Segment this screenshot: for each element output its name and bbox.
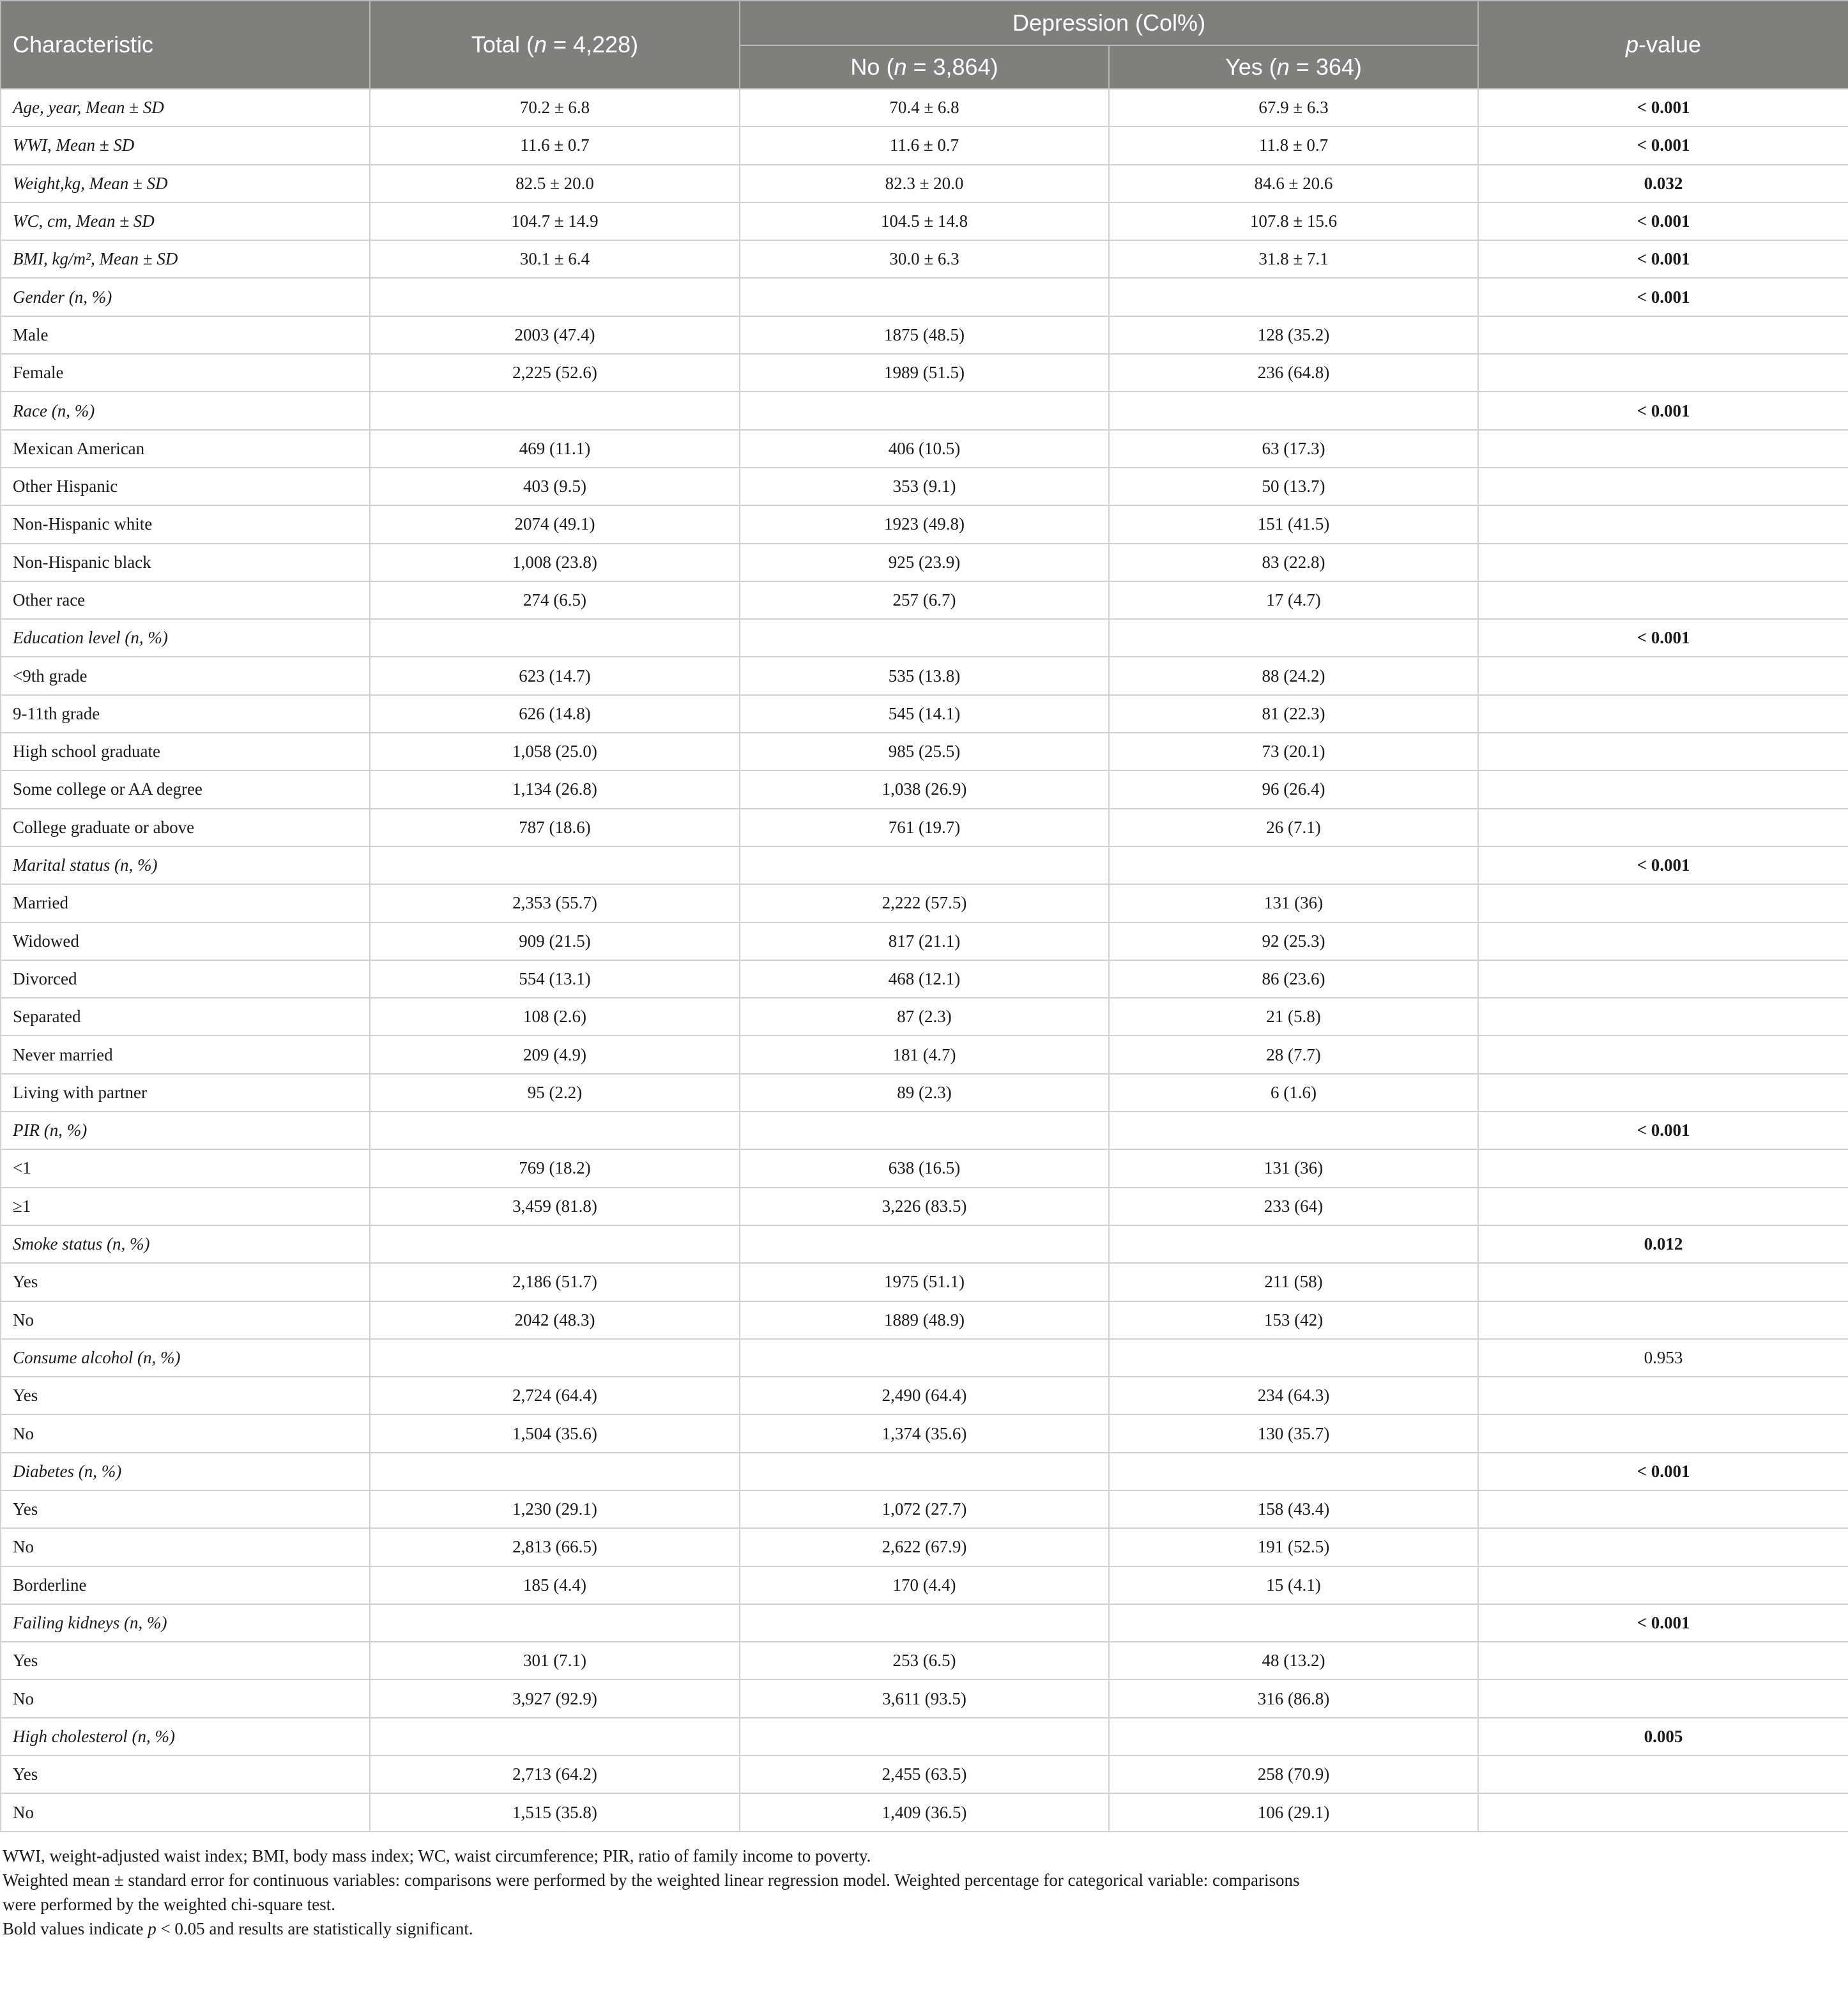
cell-depression-no: 2,222 (57.5) (740, 884, 1109, 922)
cell-depression-no: 257 (6.7) (740, 581, 1109, 619)
cell-depression-yes: 63 (17.3) (1109, 430, 1478, 468)
table-row-category (1, 165, 1848, 203)
cell-depression-yes: 191 (52.5) (1109, 1528, 1478, 1566)
cell-depression-yes: 28 (7.7) (1109, 1036, 1478, 1073)
cell-depression-yes (1109, 392, 1478, 429)
cell-total: 1,058 (25.0) (370, 733, 740, 770)
cell-total (370, 619, 740, 657)
cell-characteristic: BMI, kg/m², Mean ± SD (1, 240, 370, 278)
table-row-category (1, 126, 1848, 164)
cell-total: 2074 (49.1) (370, 505, 740, 543)
cell-depression-no: 2,622 (67.9) (740, 1528, 1109, 1566)
cell-characteristic: Mexican American (1, 430, 370, 468)
table-footnotes (0, 1832, 1848, 1941)
cell-total: 554 (13.1) (370, 960, 740, 998)
cell-p-value (1478, 1490, 1848, 1528)
cell-p-value: 0.953 (1478, 1339, 1848, 1377)
table-row (1, 581, 1848, 619)
cell-depression-yes: 131 (36) (1109, 884, 1478, 922)
table-row-category (1, 278, 1848, 316)
cell-p-value: < 0.001 (1478, 126, 1848, 164)
cell-characteristic: Other Hispanic (1, 468, 370, 505)
cell-depression-no (740, 1604, 1109, 1642)
table-row (1, 505, 1848, 543)
cell-depression-yes: 258 (70.9) (1109, 1756, 1478, 1793)
cell-total: 2,225 (52.6) (370, 354, 740, 392)
cell-depression-no: 1,038 (26.9) (740, 770, 1109, 808)
cell-depression-no: 30.0 ± 6.3 (740, 240, 1109, 278)
cell-total: 2,186 (51.7) (370, 1263, 740, 1301)
table-row (1, 1490, 1848, 1528)
cell-p-value (1478, 316, 1848, 354)
cell-total: 769 (18.2) (370, 1149, 740, 1187)
cell-total: 108 (2.6) (370, 998, 740, 1036)
cell-depression-yes: 11.8 ± 0.7 (1109, 126, 1478, 164)
table-row-category (1, 846, 1848, 884)
cell-total: 787 (18.6) (370, 809, 740, 846)
table-header (1, 1, 1848, 89)
table-row-category (1, 1718, 1848, 1756)
footnote-significance: Bold values indicate p < 0.05 and results are statistically significant. (3, 1918, 473, 1938)
cell-depression-no: 1,409 (36.5) (740, 1793, 1109, 1831)
cell-p-value (1478, 884, 1848, 922)
cell-depression-yes: 31.8 ± 7.1 (1109, 240, 1478, 278)
table-row (1, 1642, 1848, 1680)
cell-total (370, 1339, 740, 1377)
cell-total: 2042 (48.3) (370, 1301, 740, 1339)
cell-depression-yes: 48 (13.2) (1109, 1642, 1478, 1680)
table-row (1, 695, 1848, 733)
cell-depression-no: 1,374 (35.6) (740, 1414, 1109, 1452)
cell-depression-yes: 26 (7.1) (1109, 809, 1478, 846)
cell-depression-yes (1109, 1718, 1478, 1756)
cell-total: 1,008 (23.8) (370, 544, 740, 581)
cell-depression-yes: 88 (24.2) (1109, 657, 1478, 694)
cell-total: 104.7 ± 14.9 (370, 203, 740, 240)
cell-depression-yes: 92 (25.3) (1109, 922, 1478, 960)
cell-characteristic: Non-Hispanic white (1, 505, 370, 543)
cell-depression-yes: 50 (13.7) (1109, 468, 1478, 505)
cell-depression-no: 468 (12.1) (740, 960, 1109, 998)
table-row-category (1, 240, 1848, 278)
cell-depression-yes: 234 (64.3) (1109, 1377, 1478, 1414)
cell-total: 70.2 ± 6.8 (370, 89, 740, 126)
cell-depression-no: 353 (9.1) (740, 468, 1109, 505)
table-row (1, 1528, 1848, 1566)
cell-depression-no: 104.5 ± 14.8 (740, 203, 1109, 240)
cell-total: 2,724 (64.4) (370, 1377, 740, 1414)
cell-total: 95 (2.2) (370, 1074, 740, 1112)
cell-total: 626 (14.8) (370, 695, 740, 733)
cell-depression-no: 535 (13.8) (740, 657, 1109, 694)
cell-characteristic: No (1, 1680, 370, 1717)
cell-depression-no (740, 1225, 1109, 1263)
cell-total: 2,713 (64.2) (370, 1756, 740, 1793)
cell-depression-yes (1109, 1339, 1478, 1377)
header-p-value: p-value (1478, 1, 1848, 89)
cell-characteristic: WC, cm, Mean ± SD (1, 203, 370, 240)
cell-characteristic: Never married (1, 1036, 370, 1073)
cell-depression-no: 3,226 (83.5) (740, 1188, 1109, 1225)
cell-characteristic: Failing kidneys (n, %) (1, 1604, 370, 1642)
cell-p-value (1478, 1036, 1848, 1073)
cell-total: 623 (14.7) (370, 657, 740, 694)
cell-total: 209 (4.9) (370, 1036, 740, 1073)
cell-depression-no (740, 278, 1109, 316)
table-row-category (1, 203, 1848, 240)
cell-characteristic: Diabetes (n, %) (1, 1453, 370, 1490)
cell-characteristic: ≥1 (1, 1188, 370, 1225)
cell-depression-no: 3,611 (93.5) (740, 1680, 1109, 1717)
table-row (1, 922, 1848, 960)
table-row (1, 430, 1848, 468)
table-row (1, 1074, 1848, 1112)
cell-total (370, 278, 740, 316)
table-row-category (1, 619, 1848, 657)
table-row (1, 657, 1848, 694)
table-row (1, 1301, 1848, 1339)
cell-characteristic: PIR (n, %) (1, 1112, 370, 1149)
cell-characteristic: Divorced (1, 960, 370, 998)
cell-characteristic: Race (n, %) (1, 392, 370, 429)
cell-p-value (1478, 1756, 1848, 1793)
cell-total (370, 1112, 740, 1149)
cell-characteristic: Education level (n, %) (1, 619, 370, 657)
table-row-category (1, 89, 1848, 126)
cell-depression-yes: 153 (42) (1109, 1301, 1478, 1339)
table-row (1, 884, 1848, 922)
cell-depression-no (740, 392, 1109, 429)
cell-characteristic: College graduate or above (1, 809, 370, 846)
cell-depression-yes: 233 (64) (1109, 1188, 1478, 1225)
table-row (1, 468, 1848, 505)
cell-depression-no: 406 (10.5) (740, 430, 1109, 468)
cell-p-value (1478, 1263, 1848, 1301)
cell-depression-no: 638 (16.5) (740, 1149, 1109, 1187)
cell-total (370, 1453, 740, 1490)
table-row (1, 544, 1848, 581)
cell-characteristic: Married (1, 884, 370, 922)
table-row (1, 1414, 1848, 1452)
cell-p-value (1478, 733, 1848, 770)
cell-total: 1,230 (29.1) (370, 1490, 740, 1528)
cell-p-value: 0.005 (1478, 1718, 1848, 1756)
cell-depression-yes: 106 (29.1) (1109, 1793, 1478, 1831)
cell-characteristic: Consume alcohol (n, %) (1, 1339, 370, 1377)
cell-depression-no: 89 (2.3) (740, 1074, 1109, 1112)
cell-depression-yes: 84.6 ± 20.6 (1109, 165, 1478, 203)
cell-depression-yes (1109, 1604, 1478, 1642)
cell-p-value (1478, 1680, 1848, 1717)
cell-p-value: < 0.001 (1478, 203, 1848, 240)
cell-depression-no (740, 846, 1109, 884)
table-row (1, 770, 1848, 808)
cell-depression-yes (1109, 619, 1478, 657)
cell-characteristic: No (1, 1414, 370, 1452)
table-row (1, 354, 1848, 392)
cell-characteristic: Age, year, Mean ± SD (1, 89, 370, 126)
cell-depression-no: 1975 (51.1) (740, 1263, 1109, 1301)
cell-characteristic: Non-Hispanic black (1, 544, 370, 581)
table-row-category (1, 1604, 1848, 1642)
cell-p-value: < 0.001 (1478, 1112, 1848, 1149)
cell-p-value (1478, 581, 1848, 619)
cell-depression-yes: 86 (23.6) (1109, 960, 1478, 998)
cell-p-value (1478, 1793, 1848, 1831)
cell-total: 909 (21.5) (370, 922, 740, 960)
cell-p-value (1478, 1528, 1848, 1566)
cell-p-value (1478, 430, 1848, 468)
cell-characteristic: <1 (1, 1149, 370, 1187)
cell-total (370, 1604, 740, 1642)
cell-depression-yes: 211 (58) (1109, 1263, 1478, 1301)
table-row (1, 1263, 1848, 1301)
cell-total: 1,134 (26.8) (370, 770, 740, 808)
table-row-category (1, 1112, 1848, 1149)
cell-depression-no: 253 (6.5) (740, 1642, 1109, 1680)
cell-total: 30.1 ± 6.4 (370, 240, 740, 278)
table-row (1, 1036, 1848, 1073)
cell-p-value: < 0.001 (1478, 1604, 1848, 1642)
cell-characteristic: Yes (1, 1642, 370, 1680)
table-row (1, 1188, 1848, 1225)
table-row (1, 998, 1848, 1036)
cell-p-value: 0.032 (1478, 165, 1848, 203)
cell-characteristic: High school graduate (1, 733, 370, 770)
cell-depression-no: 82.3 ± 20.0 (740, 165, 1109, 203)
cell-depression-no: 1923 (49.8) (740, 505, 1109, 543)
cell-p-value (1478, 1074, 1848, 1112)
cell-depression-yes (1109, 1225, 1478, 1263)
table-row (1, 1793, 1848, 1831)
cell-total: 82.5 ± 20.0 (370, 165, 740, 203)
cell-depression-no (740, 1453, 1109, 1490)
cell-depression-yes: 17 (4.7) (1109, 581, 1478, 619)
cell-depression-yes: 81 (22.3) (1109, 695, 1478, 733)
cell-p-value: < 0.001 (1478, 619, 1848, 657)
cell-depression-no: 817 (21.1) (740, 922, 1109, 960)
cell-depression-no: 181 (4.7) (740, 1036, 1109, 1073)
cell-total: 1,515 (35.8) (370, 1793, 740, 1831)
cell-p-value: < 0.001 (1478, 89, 1848, 126)
cell-total: 3,459 (81.8) (370, 1188, 740, 1225)
cell-p-value (1478, 1377, 1848, 1414)
table-row (1, 1756, 1848, 1793)
table-row (1, 1566, 1848, 1604)
cell-p-value: 0.012 (1478, 1225, 1848, 1263)
cell-p-value: < 0.001 (1478, 392, 1848, 429)
cell-depression-no: 2,490 (64.4) (740, 1377, 1109, 1414)
cell-p-value: < 0.001 (1478, 278, 1848, 316)
cell-total: 3,927 (92.9) (370, 1680, 740, 1717)
cell-characteristic: 9-11th grade (1, 695, 370, 733)
cell-p-value (1478, 468, 1848, 505)
cell-total: 2,813 (66.5) (370, 1528, 740, 1566)
cell-depression-yes: 107.8 ± 15.6 (1109, 203, 1478, 240)
cell-p-value: < 0.001 (1478, 240, 1848, 278)
cell-depression-yes: 96 (26.4) (1109, 770, 1478, 808)
cell-p-value (1478, 1566, 1848, 1604)
cell-p-value (1478, 809, 1848, 846)
cell-characteristic: Male (1, 316, 370, 354)
cell-depression-no (740, 619, 1109, 657)
cell-depression-yes (1109, 846, 1478, 884)
cell-total: 2,353 (55.7) (370, 884, 740, 922)
cell-p-value (1478, 1642, 1848, 1680)
header-depression-yes: Yes (n = 364) (1109, 45, 1478, 89)
cell-characteristic: WWI, Mean ± SD (1, 126, 370, 164)
table-row (1, 316, 1848, 354)
cell-depression-no: 1989 (51.5) (740, 354, 1109, 392)
cell-depression-yes: 158 (43.4) (1109, 1490, 1478, 1528)
cell-depression-no: 170 (4.4) (740, 1566, 1109, 1604)
header-depression-no: No (n = 3,864) (740, 45, 1109, 89)
cell-depression-no: 545 (14.1) (740, 695, 1109, 733)
cell-characteristic: Gender (n, %) (1, 278, 370, 316)
cell-p-value (1478, 1414, 1848, 1452)
table-row (1, 809, 1848, 846)
cell-characteristic: <9th grade (1, 657, 370, 694)
cell-depression-yes: 21 (5.8) (1109, 998, 1478, 1036)
cell-p-value (1478, 505, 1848, 543)
footnote-methods: Weighted mean ± standard error for continuous variables: comparisons were performed by the weighted linear regression model. Weighted percentage for categorical variable: comparisons were performed by the weighted chi-square test. (3, 1870, 1300, 1914)
cell-total: 2003 (47.4) (370, 316, 740, 354)
cell-p-value (1478, 354, 1848, 392)
cell-p-value (1478, 998, 1848, 1036)
cell-p-value (1478, 695, 1848, 733)
cell-characteristic: Living with partner (1, 1074, 370, 1112)
cell-total: 185 (4.4) (370, 1566, 740, 1604)
table-row (1, 960, 1848, 998)
cell-p-value (1478, 1188, 1848, 1225)
cell-p-value (1478, 657, 1848, 694)
table-body (1, 89, 1848, 1832)
cell-depression-yes: 73 (20.1) (1109, 733, 1478, 770)
cell-p-value: < 0.001 (1478, 846, 1848, 884)
cell-characteristic: Female (1, 354, 370, 392)
footnote-abbreviations: WWI, weight-adjusted waist index; BMI, body mass index; WC, waist circumference; PIR, ratio of family income to poverty. (3, 1846, 871, 1865)
cell-depression-no: 11.6 ± 0.7 (740, 126, 1109, 164)
table-row-category (1, 1453, 1848, 1490)
cell-characteristic: Weight,kg, Mean ± SD (1, 165, 370, 203)
cell-characteristic: Separated (1, 998, 370, 1036)
cell-depression-yes: 316 (86.8) (1109, 1680, 1478, 1717)
cell-characteristic: No (1, 1793, 370, 1831)
table-row (1, 1377, 1848, 1414)
cell-depression-yes: 15 (4.1) (1109, 1566, 1478, 1604)
cell-depression-no: 1889 (48.9) (740, 1301, 1109, 1339)
cell-depression-yes (1109, 278, 1478, 316)
cell-total: 1,504 (35.6) (370, 1414, 740, 1452)
cell-depression-yes: 83 (22.8) (1109, 544, 1478, 581)
cell-depression-no: 985 (25.5) (740, 733, 1109, 770)
cell-characteristic: High cholesterol (n, %) (1, 1718, 370, 1756)
cell-depression-no (740, 1339, 1109, 1377)
cell-depression-no: 70.4 ± 6.8 (740, 89, 1109, 126)
cell-depression-yes: 67.9 ± 6.3 (1109, 89, 1478, 126)
cell-depression-no: 925 (23.9) (740, 544, 1109, 581)
cell-p-value (1478, 544, 1848, 581)
cell-p-value (1478, 960, 1848, 998)
cell-total (370, 1718, 740, 1756)
header-depression-group: Depression (Col%) (740, 1, 1478, 45)
cell-depression-yes: 236 (64.8) (1109, 354, 1478, 392)
cell-depression-no (740, 1718, 1109, 1756)
cell-depression-yes: 131 (36) (1109, 1149, 1478, 1187)
table-row-category (1, 1225, 1848, 1263)
cell-total (370, 846, 740, 884)
table-row (1, 733, 1848, 770)
cell-characteristic: Marital status (n, %) (1, 846, 370, 884)
table-row-category (1, 1339, 1848, 1377)
cell-total: 403 (9.5) (370, 468, 740, 505)
table-row (1, 1680, 1848, 1717)
cell-characteristic: Yes (1, 1377, 370, 1414)
cell-characteristic: Borderline (1, 1566, 370, 1604)
cell-depression-yes: 128 (35.2) (1109, 316, 1478, 354)
cell-depression-no: 87 (2.3) (740, 998, 1109, 1036)
cell-p-value: < 0.001 (1478, 1453, 1848, 1490)
cell-depression-yes (1109, 1453, 1478, 1490)
cell-total (370, 392, 740, 429)
cell-characteristic: Yes (1, 1756, 370, 1793)
cell-p-value (1478, 1149, 1848, 1187)
cell-characteristic: Widowed (1, 922, 370, 960)
cell-p-value (1478, 922, 1848, 960)
cell-p-value (1478, 770, 1848, 808)
cell-depression-no (740, 1112, 1109, 1149)
cell-depression-yes: 151 (41.5) (1109, 505, 1478, 543)
cell-depression-no: 761 (19.7) (740, 809, 1109, 846)
cell-total: 301 (7.1) (370, 1642, 740, 1680)
cell-depression-no: 2,455 (63.5) (740, 1756, 1109, 1793)
cell-p-value (1478, 1301, 1848, 1339)
cell-total: 469 (11.1) (370, 430, 740, 468)
cell-total: 274 (6.5) (370, 581, 740, 619)
cell-characteristic: Some college or AA degree (1, 770, 370, 808)
cell-total: 11.6 ± 0.7 (370, 126, 740, 164)
header-total: Total (n = 4,228) (370, 1, 740, 89)
cell-depression-no: 1,072 (27.7) (740, 1490, 1109, 1528)
cell-depression-yes: 130 (35.7) (1109, 1414, 1478, 1452)
cell-characteristic: Smoke status (n, %) (1, 1225, 370, 1263)
cell-characteristic: Yes (1, 1490, 370, 1528)
cell-depression-yes: 6 (1.6) (1109, 1074, 1478, 1112)
header-characteristic: Characteristic (1, 1, 370, 89)
table-row (1, 1149, 1848, 1187)
cell-characteristic: No (1, 1528, 370, 1566)
cell-characteristic: Yes (1, 1263, 370, 1301)
cell-characteristic: Other race (1, 581, 370, 619)
cell-characteristic: No (1, 1301, 370, 1339)
cell-depression-yes (1109, 1112, 1478, 1149)
table-row-category (1, 392, 1848, 429)
cell-depression-no: 1875 (48.5) (740, 316, 1109, 354)
cell-total (370, 1225, 740, 1263)
